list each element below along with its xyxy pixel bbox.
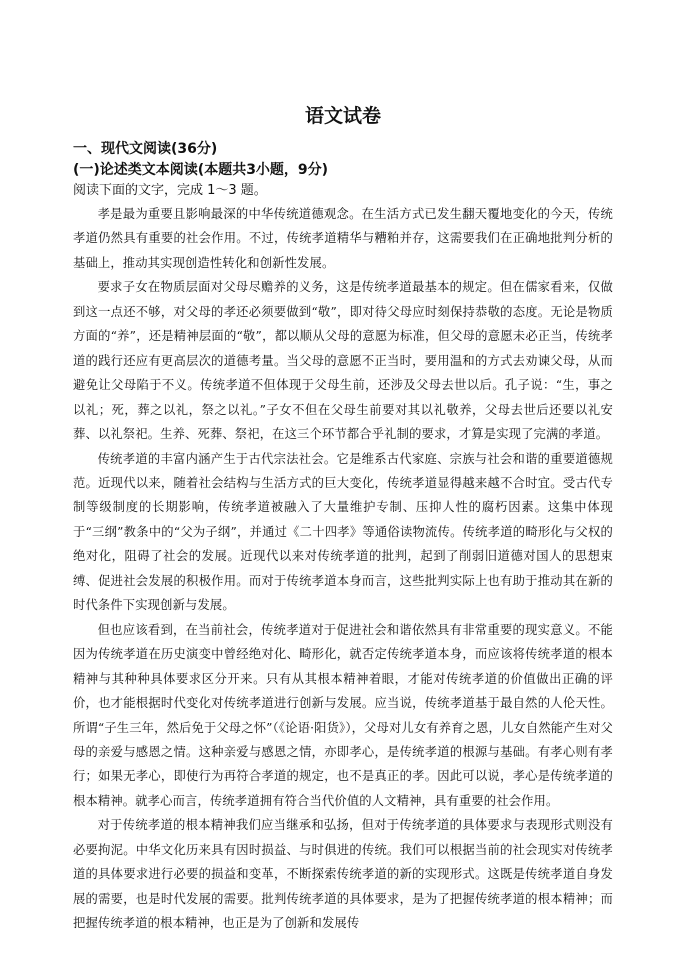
- passage-paragraph-2: 要求子女在物质层面对父母尽赡养的义务，这是传统孝道最基本的规定。但在儒家看来，仅做到这一点还不够，对父母的孝还必须要做到“敬”，即对待父母应时刻保持恭敬的态度。无论是物质方面的“养”，还是精神层面的“敬”，都以顺从父母的意愿为标准，但父母的意愿未必正当，传统孝道的践行还应有更高层次的道德考量。当父母的意愿不正当时，要用温和的方式去劝谏父母，从而避免让父母陷于不义。传统孝道不但体现于父母生前，还涉及父母去世以后。孔子说：“生，事之以礼；死，葬之以礼，祭之以礼。”子女不但在父母生前要对其以礼敬养，父母去世后还要以礼安葬、以礼祭祀。生养、死葬、祭祀，在这三个环节都合乎礼制的要求，才算是实现了完满的孝道。: [73, 280, 613, 442]
- section-heading: 一、现代文阅读(36分): [73, 141, 218, 157]
- passage-paragraph-1: 孝是最为重要且影响最深的中华传统道德观念。在生活方式已发生翻天覆地变化的今天，传统孝道仍然具有重要的社会作用。不过，传统孝道精华与糟粕并存，这需要我们在正确地批判分析的基础上，推动其实现创造性转化和创新性发展。: [73, 207, 613, 270]
- passage-paragraph-3: 传统孝道的丰富内涵产生于古代宗法社会。它是维系古代家庭、宗族与社会和谐的重要道德规范。近现代以来，随着社会结构与生活方式的巨大变化，传统孝道显得越来越不合时宜。受古代专制等级制度的长期影响，传统孝道被融入了大量维护专制、压抑人性的腐朽因素。这集中体现于“三纲”教条中的“父为子纲”，并通过《二十四孝》等通俗读物流传。传统孝道的畸形化与父权的绝对化，阻碍了社会的发展。近现代以来对传统孝道的批判，起到了削弱旧道德对国人的思想束缚、促进社会发展的积极作用。而对于传统孝道本身而言，这些批判实际上也有助于推动其在新的时代条件下实现创新与发展。: [73, 451, 613, 613]
- passage-paragraph-4: 但也应该看到，在当前社会，传统孝道对于促进社会和谐依然具有非常重要的现实意义。不能因为传统孝道在历史演变中曾经绝对化、畸形化，就否定传统孝道本身，而应该将传统孝道的根本精神与其种种具体要求区分开来。只有从其根本精神着眼，才能对传统孝道的价值做出正确的评价，也才能根据时代变化对传统孝道进行创新与发展。应当说，传统孝道基于最自然的人伦天性。所谓“子生三年，然后免于父母之怀”（《论语·阳货》），父母对儿女有养育之恩，儿女自然能产生对父母的亲爱与感恩之情。这种亲爱与感恩之情，亦即孝心，是传统孝道的根源与基础。有孝心则有孝行；如果无孝心，即使行为再符合孝道的规定，也不是真正的孝。因此可以说，孝心是传统孝道的根本精神。就孝心而言，传统孝道拥有符合当代价值的人文精神，具有重要的社会作用。: [73, 622, 613, 808]
- reading-instruction: 阅读下面的文字，完成 1～3 题。: [73, 183, 267, 198]
- subsection-heading: (一)论述类文本阅读(本题共3小题，9分): [73, 162, 329, 178]
- page-title: 语文试卷: [304, 105, 381, 127]
- passage-paragraph-5: 对于传统孝道的根本精神我们应当继承和弘扬，但对于传统孝道的具体要求与表现形式则没有必要拘泥。中华文化历来具有因时损益、与时俱进的传统。我们可以根据当前的社会现实对传统孝道的具体要求进行必要的损益和变革，不断探索传统孝道的新的实现形式。这既是传统孝道自身发展的需要，也是时代发展的需要。批判传统孝道的具体要求，是为了把握传统孝道的根本精神；而把握传统孝道的根本精神，也正是为了创新和发展传: [73, 818, 613, 931]
- reading-passage: [73, 202, 613, 936]
